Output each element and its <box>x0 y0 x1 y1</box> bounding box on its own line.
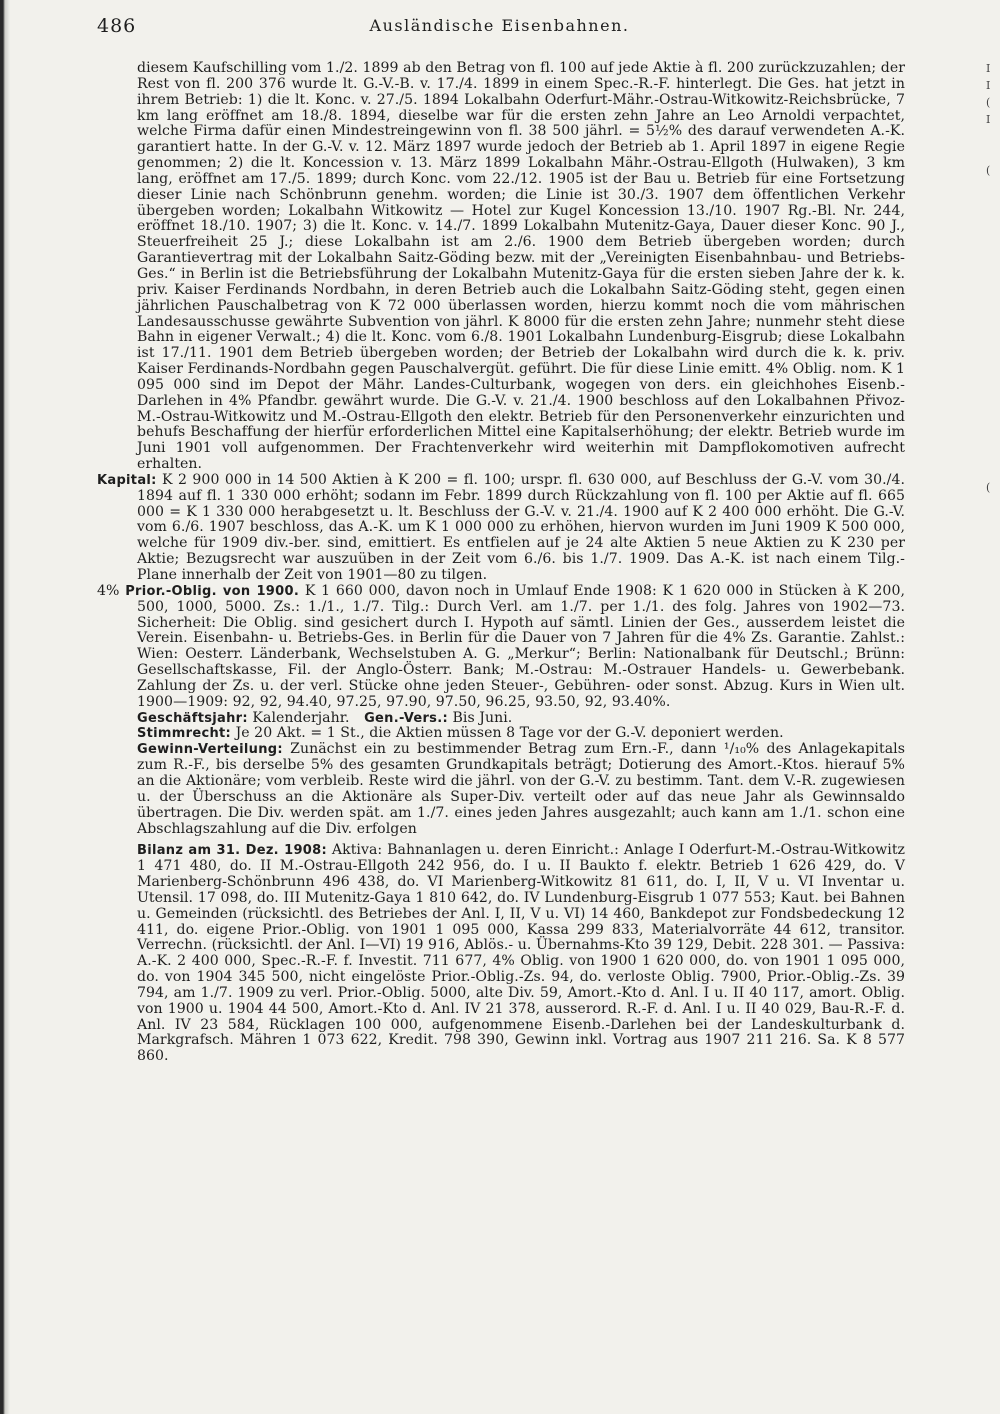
prior-oblig-text: K 1 660 000, davon noch in Umlauf Ende 1908: K 1 620 000 in Stücken à K 200, 500, 1000, 5000. Zs.: 1./1., 1./7. Tilg.: Durch Verl. am 1./7. per 1./1. des folg. Jahres von 1902—73. Sicherheit: Die Oblig. sind gesichert durch I. Hypoth auf sämtl. Linien der Ges., ausserdem leistet die Verein. Eisenbahn- u. Betriebs-Ges. in Berlin für die Dauer von 7 Jahren für die 4% Zs. Garantie. Zahlst.: Wien: Oesterr. Länderbank, Wechselstuben A. G. „Merkur“; Berlin: Nationalbank für Deutschl.; Brünn: Gesellschaftskasse, Fil. der Anglo-Österr. Bank; M.-Ostrau: M.-Ostrauer Handels- u. Gewerbebank. Zahlung der Zs. u. der verl. Stücke ohne jeden Steuer-, Gebühren- oder sonst. Abzug. Kurs in Wien ult. 1900—1909: 92, 92, 94.40, 97.25, 97.90, 97.50, 96.25, 93.50, 92, 93.40%. <box>137 582 905 710</box>
gewinn-verteilung-text: Zunächst ein zu bestimmender Betrag zum Ern.-F., dann ¹/₁₀% des Anlagekapitals zum R.-F., bis derselbe 5% des gesamten Grundkapitals beträgt; Dotierung des Amort.-Ktos. hierauf 5% an die Aktionäre; vom verbleib. Reste wird die jährl. von der G.-V. zu bestimm. Tant. dem V.-R. zugewiesen u. der Überschuss an die Aktionäre als Super-Div. verteilt oder auf das neue Jahr als Gewinnsaldo übertragen. Die Div. werden spät. am 1./7. eines jeden Jahres ausgezahlt; auch kann am 1./1. schon eine Abschlagszahlung auf die Div. erfolgen <box>137 741 905 837</box>
gewinn-verteilung-paragraph <box>97 742 905 837</box>
running-head <box>97 15 902 39</box>
gen-vers-label: Gen.-Vers.: <box>364 710 448 726</box>
kapital-paragraph <box>97 473 905 584</box>
stimmrecht-text: Je 20 Akt. = 1 St., die Aktien müssen 8 Tage vor der G.-V. deponiert werden. <box>235 725 784 742</box>
margin-mark: ( <box>986 481 991 494</box>
company-history-paragraph: diesem Kaufschilling vom 1./2. 1899 ab den Betrag von fl. 100 auf jede Aktie à fl. 200 zurückzuzahlen; der Rest von fl. 200 376 wurde lt. G.-V.-B. v. 17./4. 1899 in einem Spec.-R.-F. hinterlegt. Die Ges. hat jetzt in ihrem Betrieb: 1) die lt. Konc. v. 27./5. 1894 Lokalbahn Oderfurt-Mähr.-Ostrau-Witkowitz-Reichsbrücke, 7 km lang eröffnet am 18./8. 1894, dieselbe war für die ersten zehn Jahre an Leo Arnoldi verpachtet, welche Firma dafür einen Mindestreingewinn von fl. 38 500 jährl. = 5½% des darauf verwendeten A.-K. garantiert hatte. In der G.-V. v. 12. März 1897 wurde jedoch der Betrieb ab 1. April 1897 in eigene Regie genommen; 2) die lt. Koncession v. 13. März 1899 Lokalbahn Mähr.-Ostrau-Ellgoth (Hulwaken), 3 km lang, eröffnet am 17./5. 1899; durch Konc. vom 22./12. 1905 ist der Bau u. Betrieb für eine Fortsetzung dieser Linie nach Schönbrunn genehm. worden; die Linie ist 30./3. 1907 dem öffentlichen Verkehr übergeben worden; Lokalbahn Witkowitz — Hotel zur Kugel Koncession 13./10. 1907 Rg.-Bl. Nr. 244, eröffnet 18./10. 1907; 3) die lt. Konc. v. 14./7. 1899 Lokalbahn Mutenitz-Gaya, Dauer dieser Konc. 90 J., Steuerfreiheit 25 J.; diese Lokalbahn ist am 2./6. 1900 dem Betrieb übergeben worden; durch Garantievertrag mit der Lokalbahn Saitz-Göding bezw. mit der „Vereinigten Eisenbahnbau- und Betriebs-Ges.“ in Berlin ist die Betriebsführung der Lokalbahn Mutenitz-Gaya für die ersten sieben Jahre der k. k. priv. Kaiser Ferdinands Nordbahn, in deren Betrieb auch die Lokalbahn Saitz-Göding steht, gegen einen jährlichen Pauschalbetrag von K 72 000 überlassen worden, hierzu kommt noch die vom mährischen Landesausschusse gewährte Subvention von jährl. K 8000 für die ersten zehn Jahre; nunmehr steht diese Bahn in eigener Verwalt.; 4) die lt. Konc. vom 6./8. 1901 Lokalbahn Lundenburg-Eisgrub; diese Lokalbahn ist 17./11. 1901 dem Betrieb übergeben worden; der Betrieb der Lokalbahn wird durch die k. k. priv. Kaiser Ferdinands-Nordbahn gegen Pauschalvergüt. geführt. Die für diese Linie emitt. 4% Oblig. nom. K 1 095 000 sind im Depot der Mähr. Landes-Culturbank, wogegen von ders. ein gleichhohes Eisenb.-Darlehen in 4% Pfandbr. gewährt wurde. Die G.-V. v. 21./4. 1900 beschloss auf den Lokalbahnen Přivoz-M.-Ostrau-Witkowitz und M.-Ostrau-Ellgoth den elektr. Betrieb für den Personenverkehr einzurichten und behufs Beschaffung der hierfür erforderlichen Mittel eine Kapitalserhöhung; der elektr. Betrieb wurde im Juni 1901 voll aufgenommen. Der Frachtenverkehr wird weiterhin mit Dampflokomotiven aufrecht erhalten. <box>137 60 905 473</box>
prior-oblig-paragraph <box>97 584 905 711</box>
page-number: 486 <box>97 15 137 37</box>
page-binding-edge <box>0 0 10 1414</box>
fiscal-year-line <box>97 711 905 727</box>
prior-oblig-label: Prior.-Oblig. von 1900. <box>125 583 300 599</box>
margin-mark: ( <box>986 164 991 177</box>
margin-mark: I <box>986 113 991 126</box>
stimmrecht-label: Stimmrecht: <box>137 726 232 742</box>
margin-mark: ( <box>986 96 991 109</box>
bilanz-label: Bilanz am 31. Dez. 1908: <box>137 843 327 859</box>
geschaeftsjahr-text: Kalenderjahr. <box>252 709 350 726</box>
kapital-label: Kapital: <box>97 472 157 488</box>
margin-mark: I <box>986 79 991 92</box>
stimmrecht-line <box>97 726 905 742</box>
gewinn-verteilung-label: Gewinn-Verteilung: <box>137 742 283 758</box>
prior-oblig-prefix: 4% <box>97 582 120 599</box>
document-body <box>97 61 905 1065</box>
bilanz-paragraph <box>97 843 905 1065</box>
kapital-text: K 2 900 000 in 14 500 Aktien à K 200 = fl. 100; urspr. fl. 630 000, auf Beschluss der G.-V. vom 30./4. 1894 auf fl. 1 330 000 erhöht; sodann im Febr. 1899 durch Rückzahlung von fl. 100 per Aktie auf fl. 665 000 = K 1 330 000 herabgesetzt u. lt. Beschluss der G.-V. v. 21./4. 1900 auf K 2 400 000 erhöht. Die G.-V. vom 6./6. 1907 beschloss, das A.-K. um K 1 000 000 zu erhöhen, hiervon wurden im Juni 1909 K 500 000, welche für 1909 div.-ber. sind, emittiert. Es entfielen auf je 24 alte Aktien 5 neue Aktien zu K 230 per Aktie; Bezugsrecht war auszuüben in der Zeit vom 6./6. bis 1./7. 1909. Das A.-K. ist nach einem Tilg.-Plane innerhalb der Zeit von 1901—80 zu tilgen. <box>137 471 905 583</box>
gen-vers-text: Bis Juni. <box>452 709 513 726</box>
margin-marks <box>986 60 1000 496</box>
margin-mark: I <box>986 62 991 75</box>
geschaeftsjahr-label: Geschäftsjahr: <box>137 710 248 726</box>
bilanz-text: Aktiva: Bahnanlagen u. deren Einricht.: Anlage I Oderfurt-M.-Ostrau-Witkowitz 1 471 480, do. II M.-Ostrau-Ellgoth 242 956, do. I u. II Baukto f. elektr. Betrieb 1 626 429, do. V Marienberg-Schönbrunn 496 438, do. VI Marienberg-Witkowitz 81 611, do. I, II, V u. VI Inventar u. Utensil. 17 098, do. III Mutenitz-Gaya 1 810 642, do. IV Lundenburg-Eisgrub 1 077 553; Kaut. bei Bahnen u. Gemeinden (rücksichtl. des Betriebes der Anl. I, II, V u. VI) 14 460, Bankdepot zur Fondsbedeckung 12 411, do. eigene Prior.-Oblig. von 1901 1 095 000, Kassa 299 833, Materialvorräte 44 612, transitor. Verrechn. (rücksichtl. der Anl. I—VI) 19 916, Ablös.- u. Übernahms-Kto 39 129, Debit. 228 301. — Passiva: A.-K. 2 400 000, Spec.-R.-F. f. Investit. 711 677, 4% Oblig. von 1900 1 620 000, do. von 1901 1 095 000, do. von 1904 345 500, nicht eingelöste Prior.-Oblig.-Zs. 94, do. verloste Oblig. 7900, Prior.-Oblig.-Zs. 39 794, am 1./7. 1909 zu verl. Prior.-Oblig. 5000, alte Div. 59, Amort.-Kto d. Anl. I u. II 40 117, amort. Oblig. von 1900 u. 1904 44 500, Amort.-Kto d. Anl. IV 21 378, ausserord. R.-F. d. Anl. I u. II 40 029, Bau-R.-F. d. Anl. IV 23 584, Rücklagen 100 000, aufgenommene Eisenb.-Darlehen bei der Landeskulturbank d. Markgrafsch. Mähren 1 073 622, Kredit. 798 390, Gewinn inkl. Vortrag aus 1907 211 216. Sa. K 8 577 860. <box>137 842 906 1065</box>
page-title: Ausländische Eisenbahnen. <box>369 16 630 35</box>
